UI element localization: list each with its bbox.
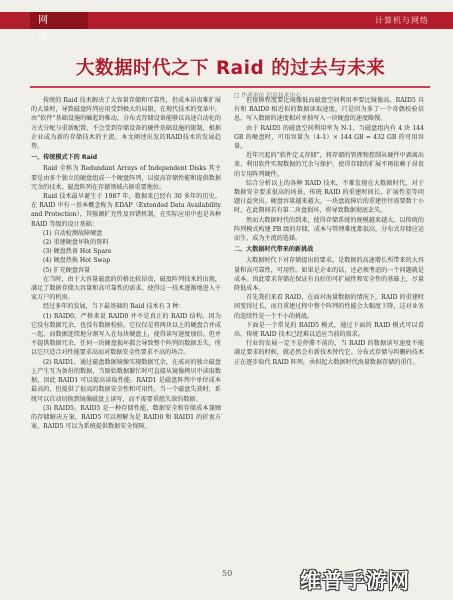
article-author: □ 作者单位 信息技术中心 — [234, 93, 302, 99]
paragraph: (1) RAID0。严格来说 RAID0 并不是真正的 RAID 结构，因为它没有数据冗余，也没有数据校验。它仅仅是将两块以上的硬盘合并成一起，而数据连续地分割写入在每块硬盘上，使得读写速度加倍。但并不提供数据冗余，任何一块硬盘损坏都会导致整个阵列的数据丢失，所以它只适合对性能要求高而对数据安全性要求不高的场合。 — [31, 312, 221, 357]
article-title: 大数据时代之下 Raid 的过去与未来 — [76, 58, 386, 79]
right-column — [234, 96, 424, 560]
watermark-text: 维普手游网 — [300, 569, 410, 593]
paragraph: 综合分析以上的各种 RAID 技术，不难发现在大数据时代，对于数据安全要求很高的场景，传统 RAID 的重建时间长、扩展性差等问题日益突出。硬盘容量越来越大，一块盘故障后的重建往往需要数十小时，在此期间若有第二块盘损坏，将导致数据彻底丢失。 — [234, 179, 424, 215]
paragraph: 在当时，由于大容量磁盘的价格比较昂贵，磁盘阵列技术的出现，满足了数据存储大容量和高可靠性的需求。使得这一技术逐渐地进入千家万户的机房。 — [31, 275, 221, 302]
watermark-logo — [300, 566, 450, 596]
list-item: (5) 扩充硬盘容量 — [43, 266, 91, 274]
publication-name: 计算机与网络 — [375, 16, 429, 25]
section-label: 网 事 — [38, 15, 57, 43]
paragraph: 但保障程度要比镜像低而磁盘空间利用率要比镜像高。RAID5 具有和 RAID0 相近似的数据读取速度，只是因为多了一个奇偶校验信息，写入数据的速度相对单独写入一块硬盘的速度略慢。 — [234, 97, 424, 123]
paragraph: 行业的发展一定不是停滞不前的，当 RAID 的数据读写速度不能满足要求的时候，就必然会有新技术替代它。分布式存储与纠删码技术正在逐步取代 RAID 阵列，承担起大数据时代海量数据存储的重任。 — [234, 340, 424, 366]
paragraph: (2) RAID1。通过磁盘数据镜像实现数据冗余，在成对的独立磁盘上产生互为备份的数据，当原始数据繁忙时可直接从镜像拷贝中读取数据，因此 RAID1 可以提高读取性能。RAID1 是磁盘阵列中单位成本最高的，但提供了很高的数据安全性和可用性。当一个磁盘失效时，系统可以自动切换到镜像磁盘上读写，而不需要重组失效的数据。 — [31, 358, 221, 403]
paragraph: Raid 全称为 Redundant Arrays of Independent Disks 其主要是由多个独立的硬盘组成一个硬盘阵列，以提高存储性能和提供数据冗余的技术。磁盘阵列在存储领域占据重要地位。 — [31, 165, 221, 191]
section-heading: 一、传统模式下的 Raid — [31, 154, 98, 162]
paragraph: 传统的 Raid 技术解决了大容量存储和可靠性，但成本昂贵难扩展的大量时，导致磁盘阵列应用受到极大的局限。在现代技术的变革中，由“软件”基础设施的崛起的推动，分布式存储设备能够以高速自动化的方式分配与重新配置。不会受到存储设备的硬件基础设施的限制，根据企业成为新的存储技术的主流。本文阐述出发的RAID技术的发展趋势。 — [31, 97, 221, 151]
list-item: (1) 自动检测故障硬盘 — [43, 229, 103, 237]
title-area — [28, 54, 428, 84]
list-item: (4) 硬盘热换 Hot Swap — [43, 257, 111, 265]
section-heading: 二、大数据时代带来的新挑战 — [234, 246, 314, 254]
paragraph: 经过多年的发展，当下最基础的 Raid 技术有 3 种： — [43, 303, 185, 311]
page-number: 50 — [222, 569, 233, 578]
section-tag — [30, 12, 88, 43]
paragraph: (3) RAID5。RAID5 是一种存储性能、数据安全和存储成本兼顾的存储解决方案。RAID5 可以理解为是 RAID0 和 RAID1 的折衷方案，RAID5 可以为系统提供数据安全保障。 — [31, 404, 221, 431]
paragraph: Raid 技术最早诞生于 1987 年，数据来已经有 30 多年的历史。在 RAID 中有一基本概念称为 EDAP（Extended Data Availability and Protection），其强调扩充性及容错机制，在实际应用中也是各种 RAID 等级的设计基础： — [31, 193, 221, 228]
title-rule — [30, 86, 430, 88]
paragraph: 近年兴起的“软件定义存储”，将存储的管理和控制从硬件中剥离出来，利用软件实现数据的冗余与保护，使得存储的扩展不再依赖于昂贵的专用阵列硬件。 — [234, 152, 424, 178]
paragraph: 由于 RAID5 的磁盘空间利用率为 N-1，当磁盘组内有 4 块 144 GB 的硬盘时，可用容量为（4-1）× 144 GB = 432 GB 的可用容量。 — [234, 124, 424, 151]
list-item: (2) 重建硬盘坏轨的资料 — [43, 239, 109, 247]
paragraph: 首先我们来看 RAID，在面对海量数据的情况下，RAID 的重建时间变得过长，而且重建过程中整个阵列的性能会大幅度下降，这对业务的连续性是一个不小的挑战。 — [234, 294, 424, 320]
paragraph: 下面是一个常见的 RAID5 模式，通过下面的 RAID 模式可以看出，传统 RAID 技术已经难以适应当前的需求。 — [234, 321, 424, 339]
paragraph: 大数据时代下对存储提出的要求。是数据的高速增长所带来的大容量和高可靠性，可用性。如果是企业的话，还必须考虑的一个问题就是成本。因此要求存储在保证有良好的可扩展性和安全性的基础上，尽量降低成本。 — [234, 257, 424, 293]
list-item: (3) 硬盘热备 Hot Spare — [43, 248, 112, 256]
left-column — [31, 96, 221, 560]
paragraph: 然而大数据时代的到来，使得存储系统的规模越来越大。以传统的阵列模式构建 PB 级的存储，成本与管理难度都很高，分布式存储应运而生，成为主流的选择。 — [234, 216, 424, 243]
